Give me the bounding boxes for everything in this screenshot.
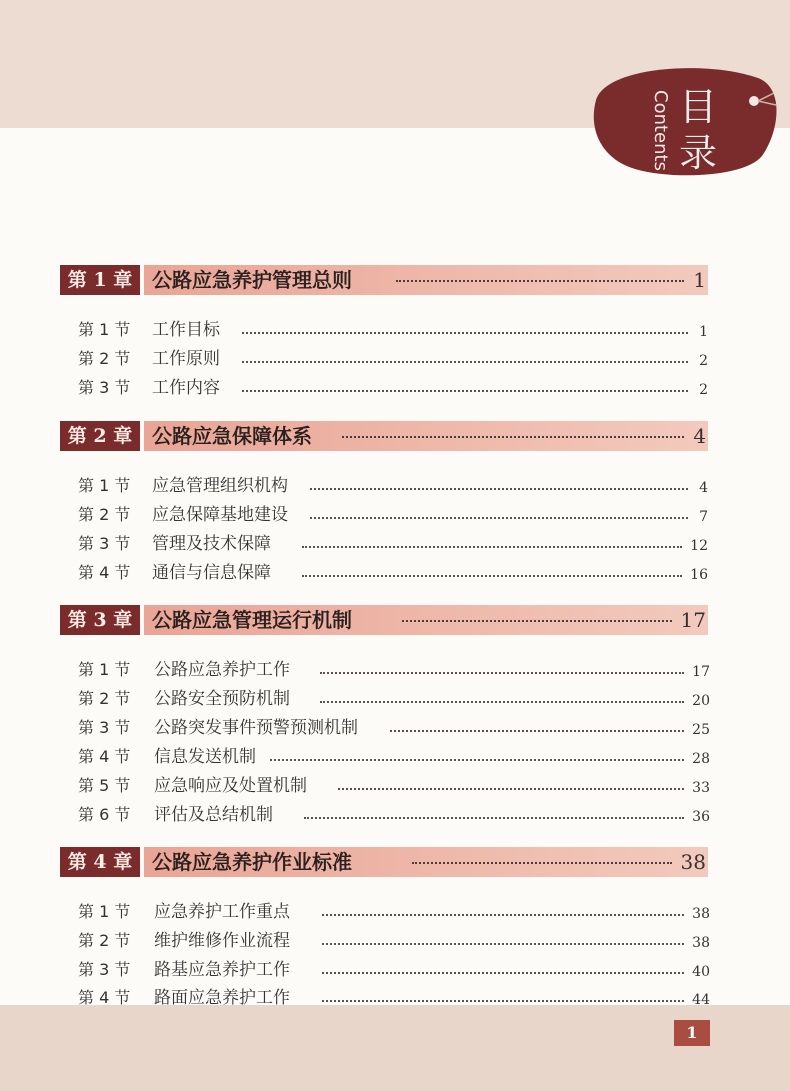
section-title: 管理及技术保障 xyxy=(152,534,271,554)
section-row[interactable] xyxy=(0,658,790,682)
section-page: 17 xyxy=(692,664,710,680)
leader-dots xyxy=(310,517,688,519)
leader-dots xyxy=(396,280,684,282)
section-row[interactable] xyxy=(0,716,790,740)
section-label: 第 4 节 xyxy=(78,563,131,582)
section-row[interactable] xyxy=(0,318,790,342)
chapter-title: 公路应急管理运行机制 xyxy=(152,608,352,632)
section-label: 第 1 节 xyxy=(78,320,131,339)
section-row[interactable] xyxy=(0,532,790,556)
chapter-label: 第 4 章 xyxy=(60,847,140,877)
section-label: 第 1 节 xyxy=(78,660,131,679)
chapter-title: 公路应急养护管理总则 xyxy=(152,268,352,292)
section-label: 第 2 节 xyxy=(78,349,131,368)
section-label: 第 1 节 xyxy=(78,902,131,921)
section-title: 通信与信息保障 xyxy=(152,563,271,583)
section-title: 公路安全预防机制 xyxy=(154,689,290,709)
leader-dots xyxy=(390,730,684,732)
section-row[interactable] xyxy=(0,929,790,953)
section-title: 应急养护工作重点 xyxy=(154,902,290,922)
section-page: 44 xyxy=(692,992,710,1008)
section-title: 路基应急养护工作 xyxy=(154,960,290,980)
section-label: 第 4 节 xyxy=(78,747,131,766)
section-row[interactable] xyxy=(0,774,790,798)
section-page: 2 xyxy=(699,353,708,369)
section-label: 第 6 节 xyxy=(78,805,131,824)
chapter-page: 17 xyxy=(680,608,706,632)
section-title: 工作目标 xyxy=(152,320,220,340)
section-title: 应急管理组织机构 xyxy=(152,476,288,496)
toc-title: 目录 xyxy=(678,85,717,175)
leader-dots xyxy=(320,701,684,703)
leader-dots xyxy=(304,817,684,819)
section-row[interactable] xyxy=(0,376,790,400)
section-row[interactable] xyxy=(0,803,790,827)
section-row[interactable] xyxy=(0,503,790,527)
section-row[interactable] xyxy=(0,958,790,982)
section-title: 应急保障基地建设 xyxy=(152,505,288,525)
section-title: 应急响应及处置机制 xyxy=(154,776,307,796)
leader-dots xyxy=(242,361,688,363)
section-title: 维护维修作业流程 xyxy=(154,931,290,951)
leader-dots xyxy=(242,332,688,334)
section-label: 第 3 节 xyxy=(78,534,131,553)
section-row[interactable] xyxy=(0,745,790,769)
leader-dots xyxy=(402,620,672,622)
section-page: 25 xyxy=(692,722,710,738)
chapter-label: 第 3 章 xyxy=(60,605,140,635)
section-page: 2 xyxy=(699,382,708,398)
section-label: 第 1 节 xyxy=(78,476,131,495)
section-page: 4 xyxy=(699,480,708,496)
section-page: 20 xyxy=(692,693,710,709)
chapter-page: 1 xyxy=(693,268,706,292)
section-title: 工作内容 xyxy=(152,378,220,398)
leader-dots xyxy=(322,914,684,916)
section-page: 28 xyxy=(692,751,710,767)
leader-dots xyxy=(302,546,682,548)
section-page: 12 xyxy=(690,538,708,554)
leader-dots xyxy=(242,390,688,392)
section-row[interactable] xyxy=(0,561,790,585)
section-label: 第 5 节 xyxy=(78,776,131,795)
leader-dots xyxy=(310,488,688,490)
footer-band xyxy=(0,1005,790,1091)
section-row[interactable] xyxy=(0,474,790,498)
section-title: 信息发送机制 xyxy=(154,747,256,767)
section-title: 公路突发事件预警预测机制 xyxy=(154,718,358,738)
section-page: 7 xyxy=(699,509,708,525)
chapter-label: 第 1 章 xyxy=(60,265,140,295)
section-title: 公路应急养护工作 xyxy=(154,660,290,680)
contents-label: Contents xyxy=(650,90,671,171)
section-label: 第 4 节 xyxy=(78,988,131,1007)
section-page: 16 xyxy=(690,567,708,583)
section-row[interactable] xyxy=(0,900,790,924)
section-label: 第 3 节 xyxy=(78,960,131,979)
leader-dots xyxy=(412,862,672,864)
section-label: 第 2 节 xyxy=(78,689,131,708)
leader-dots xyxy=(322,1000,684,1002)
leader-dots xyxy=(320,672,684,674)
section-page: 38 xyxy=(692,935,710,951)
chapter-label: 第 2 章 xyxy=(60,421,140,451)
section-row[interactable] xyxy=(0,347,790,371)
section-row[interactable] xyxy=(0,687,790,711)
chapter-row[interactable] xyxy=(60,421,708,451)
leader-dots xyxy=(270,759,684,761)
section-page: 1 xyxy=(699,324,708,340)
section-page: 33 xyxy=(692,780,710,796)
section-label: 第 2 节 xyxy=(78,931,131,950)
leader-dots xyxy=(342,436,684,438)
section-page: 38 xyxy=(692,906,710,922)
chapter-page: 4 xyxy=(693,424,706,448)
section-page: 40 xyxy=(692,964,710,980)
page-number: 1 xyxy=(674,1020,710,1046)
section-row[interactable] xyxy=(0,986,790,1010)
leader-dots xyxy=(338,788,684,790)
section-label: 第 3 节 xyxy=(78,378,131,397)
section-title: 路面应急养护工作 xyxy=(154,988,290,1008)
section-label: 第 2 节 xyxy=(78,505,131,524)
chapter-title: 公路应急保障体系 xyxy=(152,424,312,448)
section-title: 工作原则 xyxy=(152,349,220,369)
leader-dots xyxy=(322,943,684,945)
section-label: 第 3 节 xyxy=(78,718,131,737)
chapter-row[interactable] xyxy=(60,847,708,877)
leader-dots xyxy=(322,972,684,974)
section-page: 36 xyxy=(692,809,710,825)
leader-dots xyxy=(302,575,682,577)
chapter-row[interactable] xyxy=(60,605,708,635)
chapter-row[interactable] xyxy=(60,265,708,295)
section-title: 评估及总结机制 xyxy=(154,805,273,825)
chapter-page: 38 xyxy=(680,850,706,874)
chapter-title: 公路应急养护作业标准 xyxy=(152,850,352,874)
